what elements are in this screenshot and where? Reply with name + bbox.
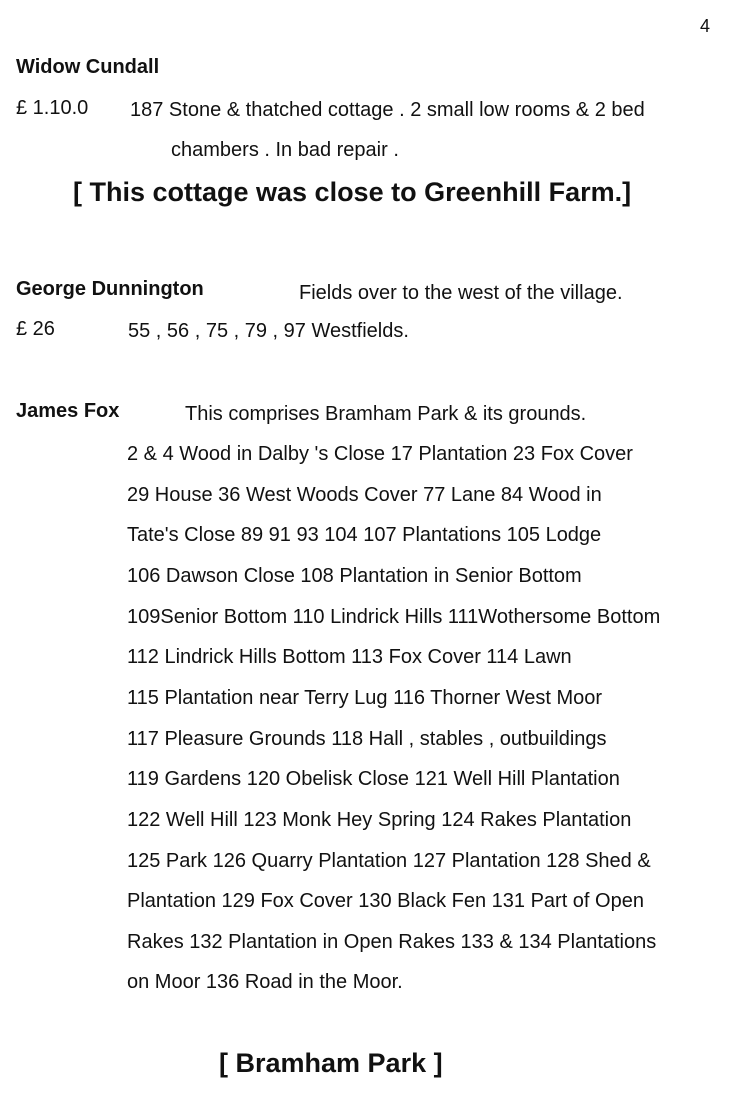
description-dunnington: Fields over to the west of the village. bbox=[299, 282, 623, 304]
holding-line: 2 & 4 Wood in Dalby 's Close 17 Plantation 23 Fox Cover bbox=[127, 443, 633, 465]
holding-line: 112 Lindrick Hills Bottom 113 Fox Cover 114 Lawn bbox=[127, 646, 572, 668]
owner-name-dunnington: George Dunnington bbox=[16, 278, 204, 300]
rent-dunnington: £ 26 bbox=[16, 318, 55, 340]
holding-line: 117 Pleasure Grounds 118 Hall , stables , outbuildings bbox=[127, 728, 607, 750]
holding-line: 119 Gardens 120 Obelisk Close 121 Well Hill Plantation bbox=[127, 768, 620, 790]
holding-line: 115 Plantation near Terry Lug 116 Thorner West Moor bbox=[127, 687, 603, 709]
note-greenhill-farm: [ This cottage was close to Greenhill Farm.] bbox=[73, 177, 632, 207]
holding-line: Rakes 132 Plantation in Open Rakes 133 & 134 Plantations bbox=[127, 931, 657, 953]
holding-line: on Moor 136 Road in the Moor. bbox=[127, 971, 403, 993]
owner-name-cundall: Widow Cundall bbox=[16, 56, 160, 78]
holding-text-dunnington: 55 , 56 , 75 , 79 , 97 Westfields. bbox=[128, 320, 409, 342]
holding-line: Plantation 129 Fox Cover 130 Black Fen 131 Part of Open bbox=[127, 890, 644, 912]
holding-line: 106 Dawson Close 108 Plantation in Senior Bottom bbox=[127, 565, 582, 587]
description-fox: This comprises Bramham Park & its grounds. bbox=[185, 403, 587, 425]
holding-line: Tate's Close 89 91 93 104 107 Plantations 105 Lodge bbox=[127, 524, 602, 546]
page-number: 4 bbox=[700, 16, 711, 36]
rent-cundall: £ 1.10.0 bbox=[16, 97, 89, 119]
note-bramham-park: [ Bramham Park ] bbox=[219, 1048, 443, 1078]
holding-line: 122 Well Hill 123 Monk Hey Spring 124 Rakes Plantation bbox=[127, 809, 632, 831]
holding-line: 109Senior Bottom 110 Lindrick Hills 111Wothersome Bottom bbox=[127, 606, 661, 628]
holding-text-cundall-continued: chambers . In bad repair . bbox=[171, 139, 399, 161]
holding-line: 29 House 36 West Woods Cover 77 Lane 84 Wood in bbox=[127, 484, 602, 506]
holding-line: 125 Park 126 Quarry Plantation 127 Plantation 128 Shed & bbox=[127, 850, 651, 872]
holding-text-cundall: 187 Stone & thatched cottage . 2 small low rooms & 2 bed bbox=[130, 99, 645, 121]
owner-name-fox: James Fox bbox=[16, 400, 120, 422]
